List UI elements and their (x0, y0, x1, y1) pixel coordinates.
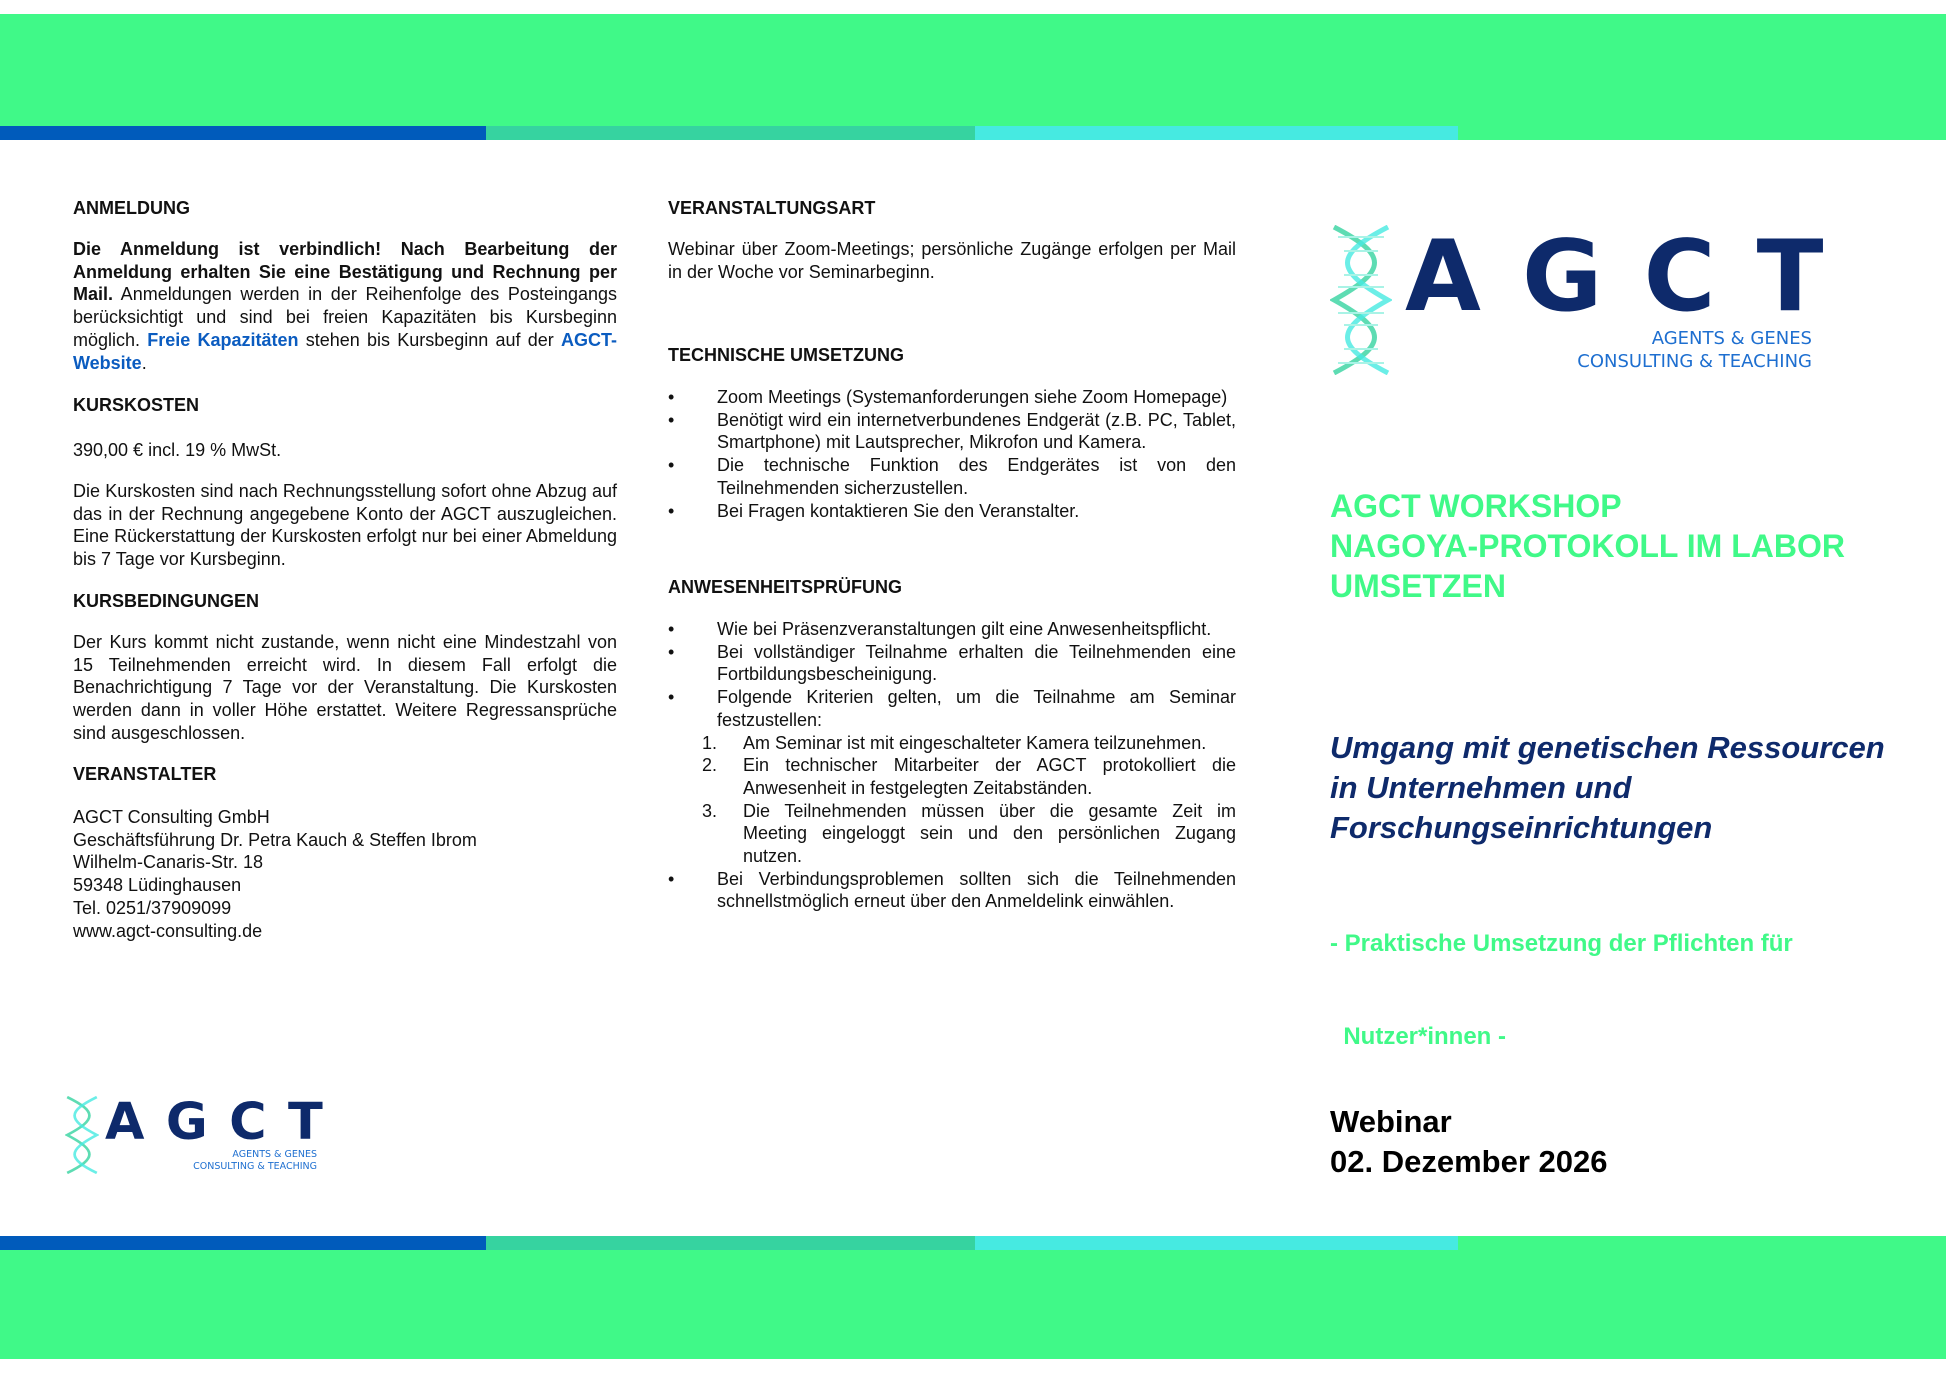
website-link[interactable]: www.agct-consulting.de (73, 920, 263, 941)
dna-helix-icon (65, 1096, 99, 1174)
title-line: UMSETZEN (1330, 568, 1506, 604)
veranstalter-address (73, 806, 477, 942)
address-line: Wilhelm-Canaris-Str. 18 (73, 852, 264, 873)
title-line: AGCT WORKSHOP (1330, 488, 1622, 524)
price: 390,00 € incl. 19 % MwSt. (73, 440, 282, 460)
logo-tagline (1577, 327, 1812, 373)
list-item (668, 641, 1236, 686)
kursbedingungen-text: Der Kurs kommt nicht zustande, wenn nicht eine Mindestzahl von 15 Teilnehmenden erreicht wird. In diesem Fall erfolgt die Benachrichtigung 7 Tage vor der Veranstaltung. Die Kurskosten werden dann in voller Höhe erstattet. Weitere Regressansprüche sind ausgeschlossen. (73, 632, 617, 743)
logo-line2: CONSULTING & TEACHING (193, 1161, 317, 1172)
item-number: 2. (702, 755, 718, 776)
item-text: Wie bei Präsenzveranstaltungen gilt eine Anwesenheitspflicht. (717, 619, 1212, 639)
bullet-icon: • (668, 868, 675, 889)
anmeldung-text2: stehen bis Kursbeginn auf der (298, 329, 561, 350)
item-text: Bei Fragen kontaktieren Sie den Veranstalter. (717, 500, 1080, 521)
bullet-icon: • (668, 500, 675, 521)
top-stripe-cyan (975, 126, 1458, 140)
numbered-item (702, 732, 1236, 755)
veranstaltungsart-heading: VERANSTALTUNGSART (668, 198, 876, 218)
bottom-stripe-teal (486, 1236, 975, 1250)
event-info (1330, 1102, 1607, 1182)
item-text: Folgende Kriterien gelten, um die Teilnahme am Seminar festzustellen: (717, 687, 1236, 730)
event-date: 02. Dezember 2026 (1330, 1144, 1608, 1179)
subtitle-line: Umgang mit genetischen Ressourcen (1330, 730, 1885, 765)
top-band (0, 14, 1946, 140)
list-item (668, 409, 1236, 454)
logo-wordmark: AGCT (1405, 220, 1865, 334)
logo-line2: CONSULTING & TEACHING (1577, 351, 1812, 372)
subtitle-line: in Unternehmen und (1330, 770, 1632, 805)
list-item (668, 454, 1236, 499)
bottom-stripe-cyan (975, 1236, 1458, 1250)
list-item (668, 868, 1236, 913)
top-stripe-blue (0, 126, 486, 140)
address-line: Geschäftsführung Dr. Petra Kauch & Steffen Ibrom (73, 829, 477, 850)
technik-list (668, 386, 1236, 522)
numbered-item (702, 754, 1236, 799)
agct-website-link[interactable]: AGCT-Website (73, 329, 617, 373)
bullet-icon: • (668, 387, 675, 407)
item-text: Am Seminar ist mit eingeschalteter Kamera teilzunehmen. (743, 732, 1207, 753)
event-format: Webinar (1330, 1104, 1452, 1139)
list-item (668, 618, 1236, 641)
subtitle-line: Forschungseinrichtungen (1330, 810, 1713, 845)
numbered-item (702, 800, 1236, 868)
anmeldung-text (73, 238, 617, 374)
technik-heading: TECHNISCHE UMSETZUNG (668, 345, 905, 365)
bullet-icon: • (668, 641, 675, 662)
bullet-icon: • (668, 455, 675, 476)
item-text: Bei Verbindungsproblemen sollten sich die Teilnehmenden schnellstmöglich erneut über den Anmeldelink einwählen. (717, 868, 1236, 912)
anwesenheit-list (668, 618, 1236, 913)
veranstalter-heading: VERANSTALTER (73, 764, 217, 784)
kurskosten-text: Die Kurskosten sind nach Rechnungsstellung sofort ohne Abzug auf das in der Rechnung angegebene Konto der AGCT auszugleichen. Eine Rückerstattung der Kurskosten erfolgt nur bei einer Abmeldung bis 7 Tage vor Kursbeginn. (73, 481, 617, 570)
item-text: Benötigt wird ein internetverbundenes Endgerät (z.B. PC, Tablet, Smartphone) mit Lautsprecher, Mikrofon und Kamera. (717, 409, 1236, 453)
veranstaltungsart-text: Webinar über Zoom-Meetings; persönliche Zugänge erfolgen per Mail in der Woche vor Seminarbeginn. (668, 239, 1236, 282)
phone: Tel. 0251/37909099 (73, 897, 232, 918)
address-line: 59348 Lüdinghausen (73, 875, 242, 896)
kursbedingungen-heading: KURSBEDINGUNGEN (73, 591, 260, 611)
item-text: Ein technischer Mitarbeiter der AGCT protokolliert die Anwesenheit in festgelegten Zeitabständen. (743, 755, 1236, 798)
item-text: Die Teilnehmenden müssen über die gesamte Zeit im Meeting eingeloggt sein und den persönlichen Zugang nutzen. (743, 800, 1236, 867)
logo-line1: AGENTS & GENES (1651, 328, 1812, 349)
anwesenheit-heading: ANWESENHEITSPRÜFUNG (668, 577, 903, 597)
tagline-line: - Praktische Umsetzung der Pflichten für (1330, 930, 1793, 957)
anmeldung-heading: ANMELDUNG (73, 198, 190, 218)
bottom-band (0, 1236, 1946, 1359)
anmeldung-bold: Die Anmeldung ist verbindlich! Nach Bearbeitung der Anmeldung erhalten Sie eine Bestätigung und Rechnung per Mail. (73, 239, 617, 305)
address-line: AGCT Consulting GmbH (73, 807, 270, 827)
list-item (668, 500, 1236, 523)
logo-wordmark: AGCT (105, 1093, 345, 1152)
tagline-line: Nutzer*innen - (1330, 1023, 1507, 1050)
kurskosten-heading: KURSKOSTEN (73, 395, 200, 415)
logo-line1: AGENTS & GENES (232, 1149, 317, 1160)
dna-helix-icon (1330, 225, 1392, 375)
list-item (668, 386, 1236, 409)
item-text: Bei vollständiger Teilnahme erhalten die Teilnehmenden eine Fortbildungsbescheinigung. (717, 641, 1236, 685)
anmeldung-text3: . (141, 352, 147, 373)
item-text: Zoom Meetings (Systemanforderungen siehe Zoom Homepage) (717, 387, 1228, 407)
top-stripe-teal (486, 126, 975, 140)
anmeldung-text1: Anmeldungen werden in der Reihenfolge des Posteingangs berücksichtigt und sind bei freien Kapazitäten bis Kursbeginn möglich. (73, 284, 617, 350)
bullet-icon: • (668, 687, 675, 708)
item-number: 3. (702, 800, 718, 821)
bullet-icon: • (668, 409, 675, 430)
list-item (668, 686, 1236, 731)
workshop-title (1330, 486, 1845, 606)
workshop-subtitle (1330, 728, 1885, 848)
bottom-stripe-blue (0, 1236, 486, 1250)
item-number: 1. (702, 732, 718, 753)
title-line: NAGOYA-PROTOKOLL IM LABOR (1330, 528, 1845, 564)
agct-logo-small (65, 1093, 345, 1174)
workshop-tagline (1330, 866, 1793, 1083)
freie-kapazitaeten-link[interactable]: Freie Kapazitäten (147, 329, 299, 350)
agct-logo-large (1330, 220, 1865, 375)
item-text: Die technische Funktion des Endgerätes ist von den Teilnehmenden sicherzustellen. (717, 455, 1236, 498)
bullet-icon: • (668, 619, 675, 639)
logo-tagline (193, 1149, 317, 1173)
